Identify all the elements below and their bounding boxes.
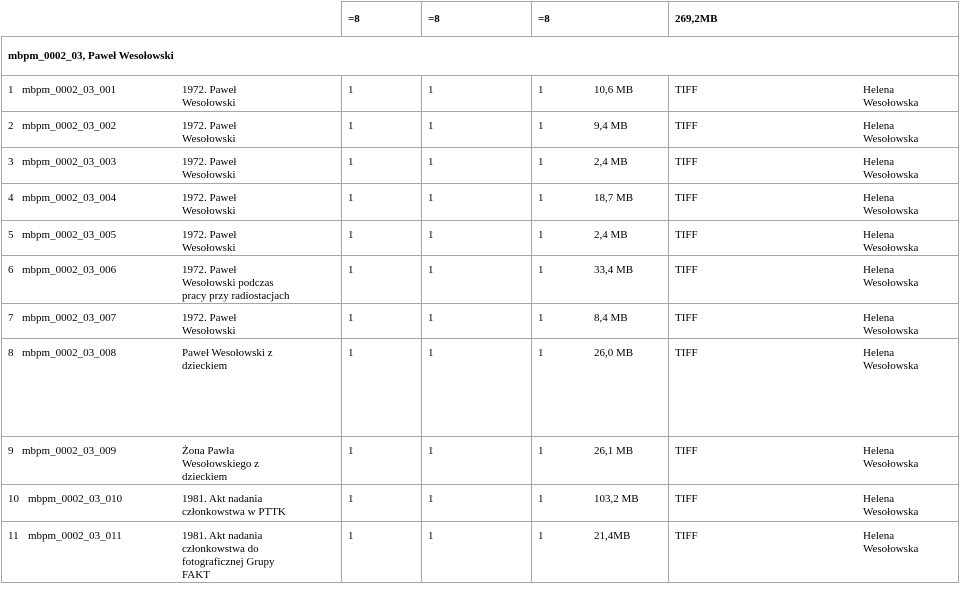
row-scans: 1 [538,493,544,505]
row-scans: 1 [538,530,544,542]
cell-pages[interactable] [422,184,532,221]
cell-id[interactable] [2,437,342,485]
row-number: 9 [8,445,14,457]
row-author: Helena Wesołowska [863,347,919,372]
cell-files[interactable] [342,437,422,485]
cell-scans-size[interactable] [532,437,669,485]
row-author: Helena Wesołowska [863,120,919,145]
row-pages: 1 [428,312,434,324]
cell-format-author[interactable] [669,256,959,304]
cell-pages[interactable] [422,437,532,485]
cell-scans-size[interactable] [532,112,669,148]
records-table [1,1,959,583]
row-signature: mbpm_0002_03_011 [28,530,122,542]
row-description: 1972. Paweł Wesołowski [182,192,237,217]
row-format: TIFF [675,120,698,132]
row-size: 10,6 MB [594,84,634,96]
cell-format-author[interactable] [669,522,959,583]
cell-id[interactable] [2,184,342,221]
cell-files[interactable] [342,76,422,112]
cell-files[interactable] [342,304,422,339]
row-signature: mbpm_0002_03_008 [22,347,117,359]
row-signature: mbpm_0002_03_009 [22,445,117,457]
row-format: TIFF [675,192,698,204]
cell-scans-size[interactable] [532,221,669,256]
row-author: Helena Wesołowska [863,156,919,181]
row-description: 1972. Paweł Wesołowski [182,120,237,145]
cell-format-author[interactable] [669,184,959,221]
cell-files[interactable] [342,256,422,304]
row-files: 1 [348,156,354,168]
row-scans: 1 [538,120,544,132]
row-number: 11 [8,530,19,542]
row-scans: 1 [538,264,544,276]
cell-pages[interactable] [422,148,532,184]
row-format: TIFF [675,445,698,457]
summary-scans[interactable]: =8 [532,2,669,37]
collection-title[interactable]: mbpm_0002_03, Paweł Wesołowski [2,37,959,76]
row-format: TIFF [675,156,698,168]
row-scans: 1 [538,84,544,96]
cell-pages[interactable] [422,339,532,437]
row-signature: mbpm_0002_03_004 [22,192,117,204]
cell-format-author[interactable] [669,112,959,148]
cell-format-author[interactable] [669,485,959,522]
row-signature: mbpm_0002_03_006 [22,264,117,276]
cell-scans-size[interactable] [532,256,669,304]
row-scans: 1 [538,192,544,204]
row-signature: mbpm_0002_03_003 [22,156,117,168]
row-format: TIFF [675,84,698,96]
row-format: TIFF [675,312,698,324]
row-signature: mbpm_0002_03_001 [22,84,117,96]
row-files: 1 [348,192,354,204]
row-author: Helena Wesołowska [863,264,919,289]
row-signature: mbpm_0002_03_002 [22,120,117,132]
cell-id[interactable] [2,221,342,256]
row-scans: 1 [538,312,544,324]
cell-pages[interactable] [422,485,532,522]
row-files: 1 [348,229,354,241]
cell-format-author[interactable] [669,221,959,256]
cell-files[interactable] [342,221,422,256]
summary-files[interactable]: =8 [342,2,422,37]
cell-format-author[interactable] [669,437,959,485]
cell-format-author[interactable] [669,148,959,184]
row-description: 1981. Akt nadania członkowstwa w PTTK [182,493,286,518]
collection-row [2,37,959,76]
row-pages: 1 [428,347,434,359]
row-author: Helena Wesołowska [863,312,919,337]
table-row [2,184,959,221]
row-format: TIFF [675,493,698,505]
cell-pages[interactable] [422,256,532,304]
cell-files[interactable] [342,522,422,583]
table-row [2,256,959,304]
cell-format-author[interactable] [669,339,959,437]
summary-total-size[interactable]: 269,2MB [669,2,959,37]
cell-scans-size[interactable] [532,522,669,583]
cell-files[interactable] [342,112,422,148]
table-row [2,148,959,184]
row-description: 1972. Paweł Wesołowski [182,229,237,254]
row-format: TIFF [675,264,698,276]
cell-id[interactable] [2,304,342,339]
row-number: 8 [8,347,14,359]
row-files: 1 [348,312,354,324]
table-row [2,485,959,522]
table-row [2,437,959,485]
row-size: 26,1 MB [594,445,634,457]
row-pages: 1 [428,120,434,132]
cell-scans-size[interactable] [532,76,669,112]
row-files: 1 [348,347,354,359]
row-description: 1972. Paweł Wesołowski [182,84,237,109]
row-signature: mbpm_0002_03_007 [22,312,117,324]
row-number: 2 [8,120,14,132]
row-number: 10 [8,493,19,505]
row-signature: mbpm_0002_03_010 [28,493,123,505]
row-signature: mbpm_0002_03_005 [22,229,117,241]
row-number: 4 [8,192,14,204]
row-scans: 1 [538,347,544,359]
cell-files[interactable] [342,184,422,221]
cell-scans-size[interactable] [532,148,669,184]
cell-pages[interactable] [422,304,532,339]
row-description: 1972. Paweł Wesołowski [182,312,237,337]
row-files: 1 [348,264,354,276]
row-format: TIFF [675,229,698,241]
row-description: 1981. Akt nadania członkowstwa do fotograficznej Grupy FAKT [182,530,275,581]
row-size: 26,0 MB [594,347,634,359]
row-author: Helena Wesołowska [863,493,919,518]
row-author: Helena Wesołowska [863,445,919,470]
row-number: 6 [8,264,14,276]
cell-scans-size[interactable] [532,184,669,221]
row-pages: 1 [428,264,434,276]
row-size: 8,4 MB [594,312,628,324]
row-number: 7 [8,312,14,324]
row-scans: 1 [538,156,544,168]
row-size: 2,4 MB [594,156,628,168]
cell-files[interactable] [342,339,422,437]
cell-files[interactable] [342,485,422,522]
cell-id[interactable] [2,148,342,184]
cell-scans-size[interactable] [532,304,669,339]
row-scans: 1 [538,229,544,241]
cell-pages[interactable] [422,76,532,112]
cell-id[interactable] [2,485,342,522]
row-pages: 1 [428,445,434,457]
cell-id[interactable] [2,339,342,437]
row-format: TIFF [675,347,698,359]
table-row [2,339,959,437]
cell-id[interactable] [2,522,342,583]
row-files: 1 [348,493,354,505]
row-pages: 1 [428,493,434,505]
summary-row [2,2,959,37]
table-row [2,304,959,339]
row-files: 1 [348,530,354,542]
cell-format-author[interactable] [669,304,959,339]
cell-id[interactable] [2,112,342,148]
row-pages: 1 [428,156,434,168]
row-author: Helena Wesołowska [863,84,919,109]
cell-pages[interactable] [422,221,532,256]
row-description: 1972. Paweł Wesołowski [182,156,237,181]
row-format: TIFF [675,530,698,542]
row-size: 21,4MB [594,530,631,542]
row-number: 5 [8,229,14,241]
cell-id[interactable] [2,76,342,112]
cell-format-author[interactable] [669,76,959,112]
cell-pages[interactable] [422,522,532,583]
row-pages: 1 [428,84,434,96]
cell-id[interactable] [2,256,342,304]
row-pages: 1 [428,192,434,204]
row-size: 2,4 MB [594,229,628,241]
row-author: Helena Wesołowska [863,530,919,555]
cell-scans-size[interactable] [532,339,669,437]
row-description: Paweł Wesołowski z dzieckiem [182,347,273,372]
table-row [2,221,959,256]
row-scans: 1 [538,445,544,457]
row-files: 1 [348,445,354,457]
summary-pages[interactable]: =8 [422,2,532,37]
cell-scans-size[interactable] [532,485,669,522]
cell-files[interactable] [342,148,422,184]
row-description: 1972. Paweł Wesołowski podczas pracy przy radiostacjach [182,264,290,302]
row-number: 3 [8,156,14,168]
row-size: 33,4 MB [594,264,634,276]
summary-blank-cell [2,2,342,37]
row-author: Helena Wesołowska [863,229,919,254]
row-pages: 1 [428,530,434,542]
cell-pages[interactable] [422,112,532,148]
row-author: Helena Wesołowska [863,192,919,217]
row-files: 1 [348,84,354,96]
row-files: 1 [348,120,354,132]
table-row [2,76,959,112]
table-row [2,112,959,148]
row-size: 9,4 MB [594,120,628,132]
row-pages: 1 [428,229,434,241]
row-description: Żona Pawła Wesołowskiego z dzieckiem [182,445,260,483]
row-size: 103,2 MB [594,493,639,505]
row-number: 1 [8,84,14,96]
row-size: 18,7 MB [594,192,634,204]
table-row [2,522,959,583]
